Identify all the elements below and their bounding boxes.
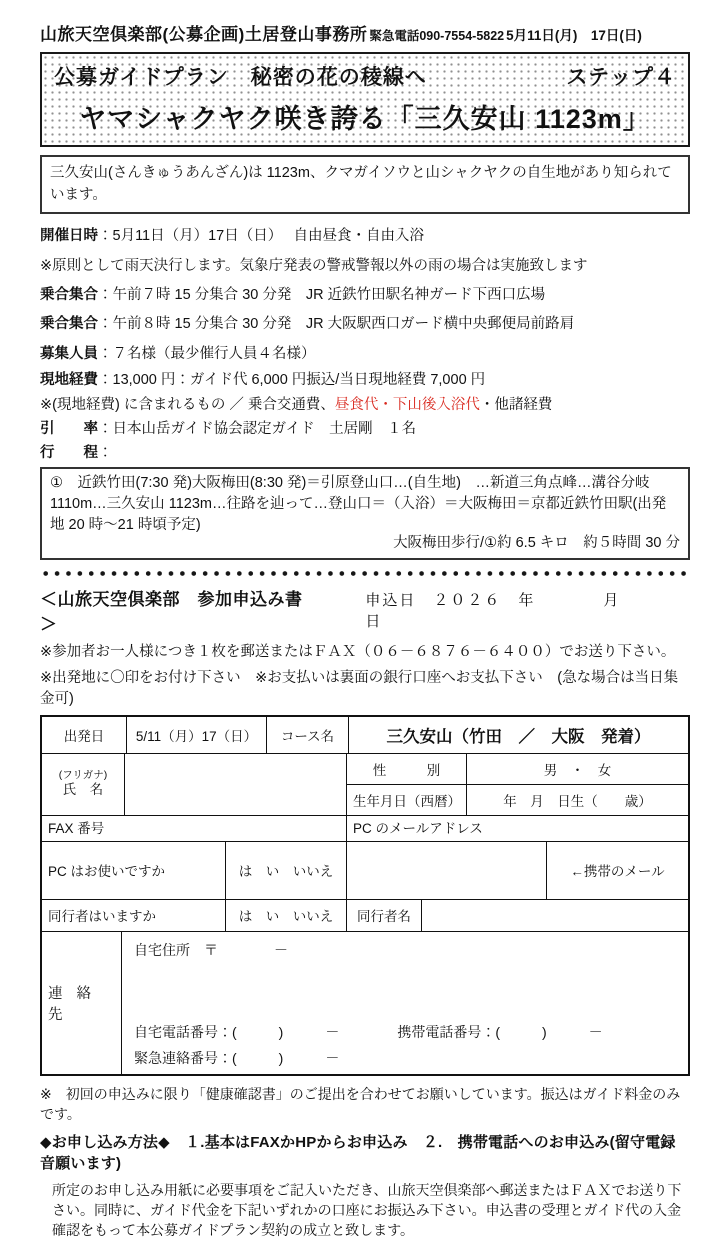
pc-use-label: PC はお使いですか bbox=[42, 842, 226, 899]
row-pc-use bbox=[42, 842, 688, 900]
document-header bbox=[40, 20, 690, 45]
capacity-label: 募集人員 bbox=[40, 345, 98, 362]
course-name-value: 三久安山（竹田 ／ 大阪 発着） bbox=[386, 727, 651, 746]
guide-text: ：日本山岳ガイド協会認定ガイド 土居剛 １名 bbox=[98, 420, 417, 437]
plan-step: ステップ４ bbox=[566, 66, 676, 89]
gender-birth-block bbox=[347, 754, 688, 815]
phone-numbers-row bbox=[134, 1022, 678, 1042]
emergency-phone: 緊急電話090-7554-5822 bbox=[369, 29, 505, 43]
schedule-line bbox=[40, 220, 690, 249]
row-contact bbox=[42, 932, 688, 1074]
club-office-name: 山旅天空倶楽部(公募企画)土居登山事務所 bbox=[40, 25, 368, 44]
gender-choice: 男 ・ 女 bbox=[543, 762, 612, 778]
mobile-phone-label: 携帯電話番号：( ) － bbox=[397, 1023, 603, 1040]
contact-section-label: 連 絡 先 bbox=[42, 932, 122, 1074]
itinerary-heading bbox=[40, 439, 690, 463]
name-field-label bbox=[42, 754, 125, 815]
expense-label: 現地経費 bbox=[40, 372, 98, 389]
gender-subrow bbox=[347, 754, 688, 785]
departure-date-label: 出発日 bbox=[42, 717, 127, 753]
itinerary-label: 行 程 bbox=[40, 444, 98, 461]
route-box bbox=[40, 467, 690, 560]
capacity-line bbox=[40, 337, 690, 366]
pc-mail-entry-area bbox=[347, 842, 547, 899]
meeting2-label: 乗合集合 bbox=[40, 316, 98, 333]
contact-detail-cell bbox=[122, 932, 688, 1074]
title-box bbox=[40, 52, 690, 147]
home-phone-label: 自宅電話番号：( ) － bbox=[134, 1023, 340, 1040]
meeting-line-takeda bbox=[40, 279, 690, 308]
companion-choice: は い いいえ bbox=[226, 900, 347, 931]
route-stats: 大阪梅田歩行/①約 6.5 キロ 約５時間 30 分 bbox=[393, 534, 680, 551]
course-name-label: コース名 bbox=[267, 717, 349, 753]
furigana-label: (フリガナ) bbox=[58, 769, 108, 782]
row-departure-course bbox=[42, 717, 688, 754]
include-note-pre: ※(現地経費) に含まれるもの ／ 乗合交通費、 bbox=[40, 396, 335, 413]
name-entry-area bbox=[125, 754, 347, 815]
application-note-fax: ※参加者お一人様につき１枚を郵送またはＦＡＸ（０６－６８７６－６４００）でお送り下さい。 bbox=[40, 643, 676, 660]
companion-name-entry-area bbox=[422, 900, 688, 931]
guide-label: 引 率 bbox=[40, 420, 98, 437]
meeting2-text: ：午前８時 15 分集合 30 分発 JR 大阪駅西口ガード横中央郵便局前路肩 bbox=[98, 316, 575, 333]
row-name-gender bbox=[42, 754, 688, 816]
row-fax-mail bbox=[42, 816, 688, 842]
dotted-separator bbox=[40, 569, 690, 578]
rain-note: ※原則として雨天決行します。気象庁発表の警戒警報以外の雨の場合は実施致します bbox=[40, 257, 588, 274]
expense-include-note bbox=[40, 391, 690, 415]
meeting1-label: 乗合集合 bbox=[40, 286, 98, 303]
schedule-text: ：5月11日（月）17日（日） 自由昼食・自由入浴 bbox=[98, 228, 425, 245]
birthdate-format: 年 月 日生（ 歳） bbox=[503, 793, 652, 809]
route-body: ① 近鉄竹田(7:30 発)大阪梅田(8:30 発)＝引原登山口…(自生地) …新道三角点峰…溝谷分岐 1110m…三久安山 1123m…往路を辿って…登山口＝（入浴）＝大阪梅田＝京都近鉄竹田駅(出発地 20 時～21 時頃予定) bbox=[50, 474, 667, 533]
companion-name-label: 同行者名 bbox=[347, 900, 422, 931]
row-companion bbox=[42, 900, 688, 932]
birthdate-subrow bbox=[347, 785, 688, 815]
address-entry-space bbox=[134, 960, 678, 1022]
departure-date-value: 5/11（月）17（日） bbox=[127, 717, 267, 753]
pc-mail-label: PC のメールアドレス bbox=[353, 821, 483, 837]
mountain-title: ヤマシャクヤク咲き誇る「三久安山 1123m」 bbox=[79, 104, 651, 134]
include-note-post: ・他諸経費 bbox=[479, 396, 553, 413]
name-label: 氏 名 bbox=[62, 782, 104, 798]
include-note-highlight: 昼食代・下山後入浴代 bbox=[334, 396, 480, 413]
emergency-phone-label: 緊急連絡番号：( ) － bbox=[134, 1049, 340, 1066]
application-heading-row bbox=[40, 585, 690, 635]
itinerary-colon: ： bbox=[98, 444, 113, 461]
application-date-line: 申込日 ２０２６ 年 月 日 bbox=[365, 591, 689, 630]
application-title: ＜山旅天空倶楽部 参加申込み書＞ bbox=[40, 589, 303, 634]
pc-use-choice: は い いいえ bbox=[226, 842, 347, 899]
event-dates: 5月11日(月) 17日(日) bbox=[506, 28, 642, 43]
expense-text: ：13,000 円：ガイド代 6,000 円振込/当日現地経費 7,000 円 bbox=[98, 372, 486, 389]
application-instructions: 所定のお申し込み用紙に必要事項をご記入いただき、山旅天空倶楽部へ郵送またはＦＡＸでお送り下さい。同時に、ガイド代金を下記いずれかの口座にお振込み下さい。申込書の受理とガイド代の入金確認をもって本公募ガイドプラン契約の成立と致します。 bbox=[52, 1181, 682, 1239]
gender-label: 性 別 bbox=[347, 754, 467, 784]
birthdate-label: 生年月日（西暦） bbox=[347, 785, 467, 815]
health-certificate-note: ※ 初回の申込みに限り「健康確認書」のご提出を合わせてお願いしています。振込はガイド料金のみです。 bbox=[40, 1085, 681, 1122]
intro-box: 三久安山(さんきゅうあんざん)は 1123m、クマガイソウと山シャクヤクの自生地があり知られています。 bbox=[40, 155, 690, 214]
companion-question-label: 同行者はいますか bbox=[42, 900, 226, 931]
capacity-text: ：７名様（最少催行人員４名様） bbox=[98, 345, 316, 362]
fax-number-label: FAX 番号 bbox=[42, 816, 347, 841]
guide-line bbox=[40, 415, 690, 439]
event-details bbox=[40, 220, 690, 464]
plan-title: 公募ガイドプラン 秘密の花の稜線へ bbox=[54, 66, 427, 89]
application-method-line: ◆お申し込み方法◆ １.基本はFAXかHPからお申込み ２. 携帯電話へのお申込み(留守電録音願います) bbox=[40, 1133, 676, 1172]
home-address-label: 自宅住所 〒 － bbox=[134, 941, 288, 958]
schedule-label: 開催日時 bbox=[40, 228, 98, 245]
meeting1-text: ：午前７時 15 分集合 30 分発 JR 近鉄竹田駅名神ガード下西口広場 bbox=[98, 286, 546, 303]
expense-line bbox=[40, 367, 690, 391]
plan-title-row bbox=[54, 61, 676, 91]
meeting-line-osaka bbox=[40, 308, 690, 337]
application-note-payment: ※出発地に〇印をお付け下さい ※お支払いは裏面の銀行口座へお支払下さい (急な場合は当日集金可) bbox=[40, 669, 679, 707]
application-form-table bbox=[40, 715, 690, 1076]
mobile-mail-label: ←携帯のメール bbox=[570, 864, 665, 880]
